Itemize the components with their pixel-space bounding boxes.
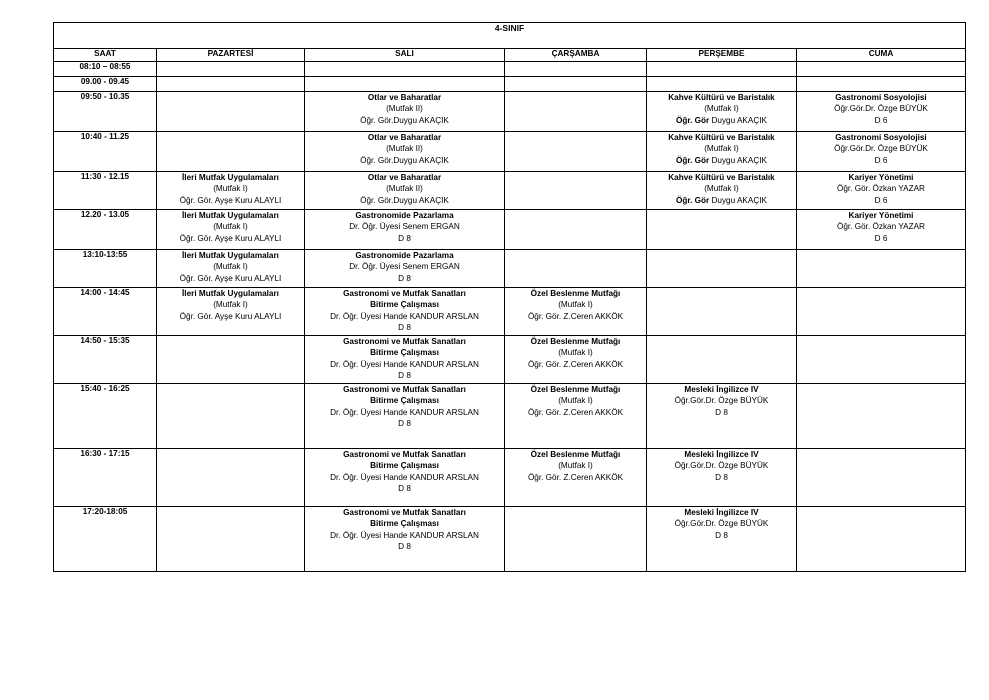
course-name: Gastronomi ve Mutfak Sanatları xyxy=(343,508,466,517)
course-detail: D 8 xyxy=(715,530,728,540)
table-row xyxy=(54,288,966,336)
course-detail: Dr. Öğr. Üyesi Hande KANDUR ARSLAN xyxy=(330,472,479,482)
empty-cell xyxy=(157,449,305,507)
empty-cell xyxy=(647,210,797,250)
course-detail: Öğr. Gör. Z.Ceren AKKÖK xyxy=(527,311,624,321)
table-row xyxy=(54,449,966,507)
course-detail: Öğr.Gör.Dr. Özge BÜYÜK xyxy=(834,144,928,154)
course-detail: D 8 xyxy=(398,323,411,333)
course-detail: (Mutfak I) xyxy=(213,262,248,272)
course-name: İleri Mutfak Uygulamaları xyxy=(182,211,279,220)
table-row xyxy=(54,77,966,92)
time-slot: 15:40 - 16:25 xyxy=(54,384,157,449)
course-name: Bitirme Çalışması xyxy=(370,396,439,406)
empty-cell xyxy=(157,132,305,172)
column-header: ÇARŞAMBA xyxy=(505,49,647,62)
empty-cell xyxy=(505,172,647,210)
course-cell xyxy=(305,384,505,449)
course-cell xyxy=(647,507,797,572)
course-detail: Dr. Öğr. Üyesi Hande KANDUR ARSLAN xyxy=(330,359,479,369)
course-cell xyxy=(647,384,797,449)
course-detail: D 8 xyxy=(398,371,411,381)
course-detail: D 8 xyxy=(398,273,411,283)
course-name: Gastronomi ve Mutfak Sanatları xyxy=(343,385,466,394)
empty-cell xyxy=(647,250,797,288)
empty-cell xyxy=(505,77,647,92)
course-name: Özel Beslenme Mutfağı xyxy=(530,337,621,346)
course-name: Gastronomi Sosyolojisi xyxy=(835,93,927,102)
course-detail: Dr. Öğr. Üyesi Hande KANDUR ARSLAN xyxy=(330,530,479,540)
column-header: PAZARTESİ xyxy=(157,49,305,62)
course-name: İleri Mutfak Uygulamaları xyxy=(182,173,279,182)
time-slot: 13:10-13:55 xyxy=(54,250,157,288)
course-cell xyxy=(797,210,966,250)
course-name: Kariyer Yönetimi xyxy=(848,173,914,182)
course-cell xyxy=(157,210,305,250)
course-detail: D 6 xyxy=(874,195,888,205)
course-detail: D 8 xyxy=(398,419,411,429)
course-name: Bitirme Çalışması xyxy=(370,461,439,471)
course-detail: Öğr.Gör.Dr. Özge BÜYÜK xyxy=(674,461,769,471)
empty-cell xyxy=(505,92,647,132)
course-detail: Öğr.Gör.Dr. Özge BÜYÜK xyxy=(674,519,769,529)
course-detail: (Mutfak II) xyxy=(386,104,423,114)
course-detail: Dr. Öğr. Üyesi Senem ERGAN xyxy=(349,222,460,232)
course-cell xyxy=(505,336,647,384)
empty-cell xyxy=(305,62,505,77)
course-detail: Dr. Öğr. Üyesi Hande KANDUR ARSLAN xyxy=(330,407,479,417)
course-cell xyxy=(157,250,305,288)
course-name: İleri Mutfak Uygulamaları xyxy=(182,251,279,260)
table-row xyxy=(54,62,966,77)
course-cell xyxy=(505,449,647,507)
empty-cell xyxy=(797,336,966,384)
course-detail: (Mutfak I) xyxy=(213,300,248,310)
empty-cell xyxy=(797,384,966,449)
course-detail: Öğr.Gör.Dr. Özge BÜYÜK xyxy=(834,104,928,114)
course-name: Gastronomi ve Mutfak Sanatları xyxy=(343,450,466,459)
course-detail: Öğr. Gör.Duygu AKAÇIK xyxy=(360,195,449,205)
course-cell xyxy=(305,250,505,288)
course-detail: Dr. Öğr. Üyesi Hande KANDUR ARSLAN xyxy=(330,311,479,321)
course-name: Otlar ve Baharatlar xyxy=(367,93,442,102)
course-detail: Dr. Öğr. Üyesi Senem ERGAN xyxy=(349,262,460,272)
course-name: Gastronomide Pazarlama xyxy=(355,251,454,260)
time-slot: 11:30 - 12.15 xyxy=(54,172,157,210)
course-detail: Öğr. Gör Duygu AKAÇIK xyxy=(675,195,767,205)
empty-cell xyxy=(505,250,647,288)
time-slot: 12.20 - 13.05 xyxy=(54,210,157,250)
course-detail: D 6 xyxy=(874,155,888,165)
course-detail: (Mutfak I) xyxy=(558,396,593,406)
time-slot: 14:50 - 15:35 xyxy=(54,336,157,384)
course-detail: D 8 xyxy=(398,484,411,494)
course-name: Otlar ve Baharatlar xyxy=(367,173,442,182)
course-detail: Öğr. Gör. Ayşe Kuru ALAYLI xyxy=(179,273,282,283)
course-cell xyxy=(647,92,797,132)
empty-cell xyxy=(157,336,305,384)
course-detail: D 8 xyxy=(715,472,728,482)
course-cell xyxy=(797,172,966,210)
course-detail: (Mutfak II) xyxy=(386,144,423,154)
course-name: Bitirme Çalışması xyxy=(370,348,439,358)
course-detail: Öğr. Gör. Özkan YAZAR xyxy=(837,222,925,232)
course-name: Otlar ve Baharatlar xyxy=(367,133,442,142)
course-cell xyxy=(305,210,505,250)
course-name: Gastronomi ve Mutfak Sanatları xyxy=(343,337,466,346)
course-name: Gastronomide Pazarlama xyxy=(355,211,454,220)
course-cell xyxy=(305,288,505,336)
course-cell xyxy=(305,507,505,572)
table-row xyxy=(54,384,966,449)
course-name: Kariyer Yönetimi xyxy=(848,211,914,220)
course-detail: Öğr. Gör. Ayşe Kuru ALAYLI xyxy=(179,311,282,321)
empty-cell xyxy=(505,210,647,250)
course-name: Özel Beslenme Mutfağı xyxy=(530,450,621,459)
course-detail: Öğr. Gör Duygu AKAÇIK xyxy=(675,115,767,125)
time-slot: 09:50 - 10.35 xyxy=(54,92,157,132)
empty-cell xyxy=(797,507,966,572)
course-name: Kahve Kültürü ve Baristalık xyxy=(668,133,775,142)
empty-cell xyxy=(157,62,305,77)
empty-cell xyxy=(647,77,797,92)
course-detail: (Mutfak II) xyxy=(386,184,423,194)
course-detail: Öğr. Gör.Duygu AKAÇIK xyxy=(360,115,449,125)
empty-cell xyxy=(647,336,797,384)
course-detail: Öğr. Gör. Z.Ceren AKKÖK xyxy=(527,359,624,369)
course-detail: D 8 xyxy=(398,233,411,243)
empty-cell xyxy=(505,132,647,172)
empty-cell xyxy=(647,288,797,336)
empty-cell xyxy=(157,92,305,132)
course-detail: (Mutfak I) xyxy=(558,348,593,358)
empty-cell xyxy=(305,77,505,92)
course-name: Özel Beslenme Mutfağı xyxy=(530,385,621,394)
course-detail: Öğr. Gör. Ayşe Kuru ALAYLI xyxy=(179,233,282,243)
column-header: CUMA xyxy=(797,49,966,62)
time-slot: 08:10 – 08:55 xyxy=(54,62,157,77)
course-detail: D 8 xyxy=(398,542,411,552)
course-cell xyxy=(797,92,966,132)
table-row xyxy=(54,92,966,132)
course-cell xyxy=(505,384,647,449)
course-name: Bitirme Çalışması xyxy=(370,300,439,310)
course-detail: (Mutfak I) xyxy=(558,461,593,471)
course-name: Gastronomi ve Mutfak Sanatları xyxy=(343,289,466,298)
column-header: SAAT xyxy=(54,49,157,62)
empty-cell xyxy=(505,62,647,77)
table-row xyxy=(54,132,966,172)
empty-cell xyxy=(797,449,966,507)
column-header: SALI xyxy=(305,49,505,62)
time-slot: 14:00 - 14:45 xyxy=(54,288,157,336)
time-slot: 17:20-18:05 xyxy=(54,507,157,572)
header-row xyxy=(54,49,966,62)
course-detail: (Mutfak I) xyxy=(704,144,739,154)
table-row xyxy=(54,210,966,250)
table-row xyxy=(54,250,966,288)
table-row xyxy=(54,507,966,572)
course-detail: Öğr.Gör.Dr. Özge BÜYÜK xyxy=(674,396,769,406)
course-name: İleri Mutfak Uygulamaları xyxy=(182,289,279,298)
time-slot: 09.00 - 09.45 xyxy=(54,77,157,92)
course-cell xyxy=(505,288,647,336)
course-cell xyxy=(647,132,797,172)
column-header: PERŞEMBE xyxy=(647,49,797,62)
course-cell xyxy=(305,336,505,384)
table-row xyxy=(54,172,966,210)
table-row xyxy=(54,336,966,384)
course-cell xyxy=(305,132,505,172)
course-cell xyxy=(305,172,505,210)
time-slot: 16:30 - 17:15 xyxy=(54,449,157,507)
course-name: Bitirme Çalışması xyxy=(370,519,439,529)
course-name: Kahve Kültürü ve Baristalık xyxy=(668,173,775,182)
empty-cell xyxy=(505,507,647,572)
course-detail: Öğr. Gör. Ayşe Kuru ALAYLI xyxy=(179,195,282,205)
empty-cell xyxy=(797,62,966,77)
course-name: Mesleki İngilizce IV xyxy=(684,385,759,394)
course-detail: Öğr. Gör. Z.Ceren AKKÖK xyxy=(527,407,624,417)
empty-cell xyxy=(797,250,966,288)
time-slot: 10:40 - 11.25 xyxy=(54,132,157,172)
course-cell xyxy=(797,132,966,172)
course-cell xyxy=(305,449,505,507)
course-name: Mesleki İngilizce IV xyxy=(684,450,759,459)
empty-cell xyxy=(157,507,305,572)
course-cell xyxy=(157,288,305,336)
course-detail: Öğr. Gör. Özkan YAZAR xyxy=(837,184,925,194)
course-detail: (Mutfak I) xyxy=(213,184,248,194)
course-detail: (Mutfak I) xyxy=(704,184,739,194)
course-detail: D 8 xyxy=(715,407,728,417)
course-cell xyxy=(157,172,305,210)
course-cell xyxy=(305,92,505,132)
course-cell xyxy=(647,172,797,210)
course-name: Özel Beslenme Mutfağı xyxy=(530,289,621,298)
course-name: Kahve Kültürü ve Baristalık xyxy=(668,93,775,102)
course-detail: Öğr. Gör. Z.Ceren AKKÖK xyxy=(527,472,624,482)
course-detail: D 6 xyxy=(874,115,888,125)
course-detail: Öğr. Gör Duygu AKAÇIK xyxy=(675,155,767,165)
course-detail: D 6 xyxy=(874,233,888,243)
empty-cell xyxy=(797,77,966,92)
course-detail: Öğr. Gör.Duygu AKAÇIK xyxy=(360,155,449,165)
course-detail: (Mutfak I) xyxy=(704,104,739,114)
empty-cell xyxy=(797,288,966,336)
course-detail: (Mutfak I) xyxy=(213,222,248,232)
empty-cell xyxy=(647,62,797,77)
course-name: Mesleki İngilizce IV xyxy=(684,508,759,517)
empty-cell xyxy=(157,77,305,92)
table-title: 4-SINIF xyxy=(54,23,966,49)
schedule-table xyxy=(53,22,966,572)
course-name: Gastronomi Sosyolojisi xyxy=(835,133,927,142)
course-detail: (Mutfak I) xyxy=(558,300,593,310)
empty-cell xyxy=(157,384,305,449)
course-cell xyxy=(647,449,797,507)
